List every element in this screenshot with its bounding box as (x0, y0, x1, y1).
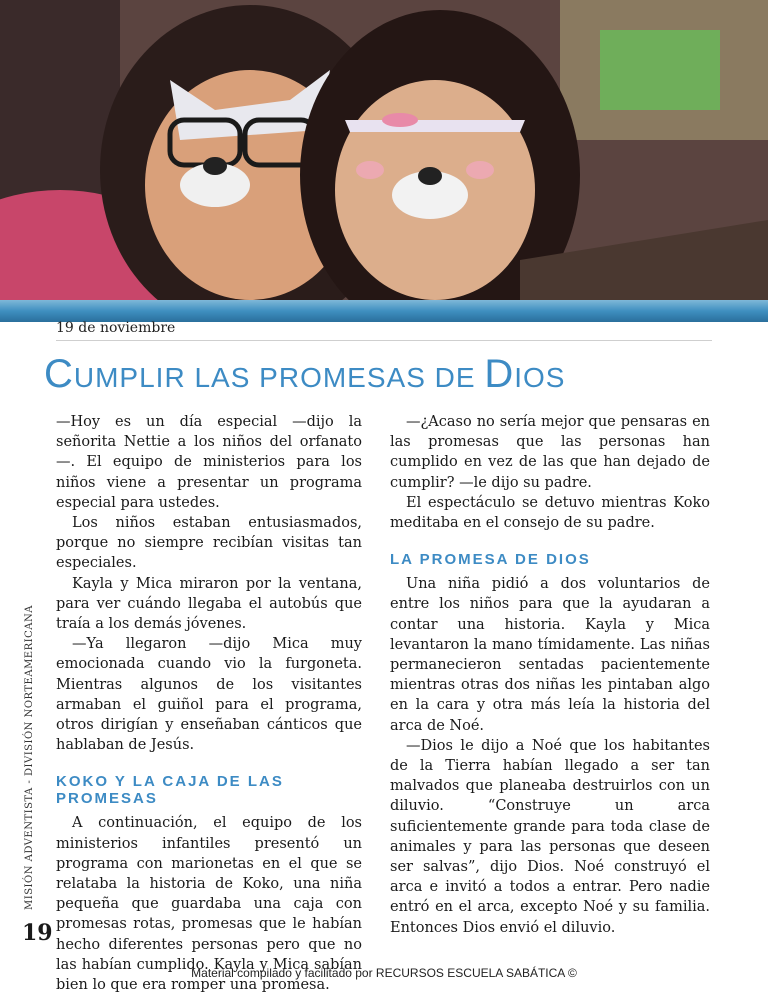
text-column-right (390, 412, 710, 938)
paragraph: —Hoy es un día especial —dijo la señorita Nettie a los niños del orfanato—. El equipo de ministerios para los niños viene a presentar un programa especial para ustedes. (56, 414, 362, 511)
title-initial-1: C (44, 352, 74, 396)
title-initial-2: D (484, 352, 515, 396)
date-label: 19 de noviembre (56, 320, 176, 336)
text-column-left (56, 412, 362, 995)
header-photo (0, 0, 768, 312)
date-divider (56, 340, 712, 341)
paragraph: El espectáculo se detuvo mientras Koko meditaba en el consejo de su padre. (390, 494, 710, 532)
paragraph: Kayla y Mica miraron por la ventana, para ver cuándo llegaba el autobús que traía a los demás jóvenes. (56, 575, 362, 633)
photo-accent-band (0, 300, 768, 322)
paragraph: —Ya llegaron —dijo Mica muy emocionada cuando vio la furgoneta. Mientras algunos de los visitantes armaban el guiñol para el programa, otros dirigían y enseñaban cánticos que hablaban de Jesús. (56, 636, 362, 754)
section-heading: LA PROMESA DE DIOS (390, 551, 591, 569)
side-publication-label: MISIÓN ADVENTISTA - DIVISIÓN NORTEAMERICANA (24, 605, 35, 910)
paragraph: Los niños estaban entusiasmados, porque no siempre recibían visitas tan especiales. (56, 515, 362, 572)
footer-credit: Material compilado y facilitado por RECURSOS ESCUELA SABÁTICA © (191, 966, 577, 980)
page-number: 19 (22, 920, 53, 946)
paragraph: Una niña pidió a dos voluntarios de entre los niños para que la ayudaran a contar una historia. Kayla y Mica levantaron la mano tímidamente. Las niñas permanecieron sentadas pacientemente mientras otras dos niñas les pintaban algo en la cara y otra más leía la historia del arca de Noé. (390, 576, 710, 734)
title-part-2: IOS (514, 362, 566, 393)
paragraph: A continuación, el equipo de los ministerios infantiles presentó un programa con marionetas en el que se relataba la historia de Koko, una niña pequeña que guardaba una caja con promesas rotas, promesas que le habían hecho diferentes personas pero que no las habían cumplido. Kayla y Mica sabían bien lo que era romper una promesa. (56, 815, 362, 994)
page-title (44, 352, 565, 397)
paragraph: —¿Acaso no sería mejor que pensaras en las promesas que las personas han cumplido en vez de las que han dejado de cumplir? —le dijo su padre. (390, 414, 710, 491)
paragraph: —Dios le dijo a Noé que los habitantes de la Tierra habían llegado a ser tan malvados que planeaba destruirlos con un diluvio. “Construye un arca suficientemente grande para toda clase de animales y para las personas que deseen ser salvas”, dijo Dios. Noé construyó el arca e invitó a todos a entrar. Pero nadie entró en el arca, excepto Noé y su familia. Entonces Dios envió el diluvio. (390, 737, 710, 936)
title-part-1: UMPLIR LAS PROMESAS DE (73, 362, 485, 393)
section-heading: KOKO Y LA CAJA DE LAS PROMESAS (56, 773, 284, 808)
face-paint-photo (0, 0, 768, 312)
